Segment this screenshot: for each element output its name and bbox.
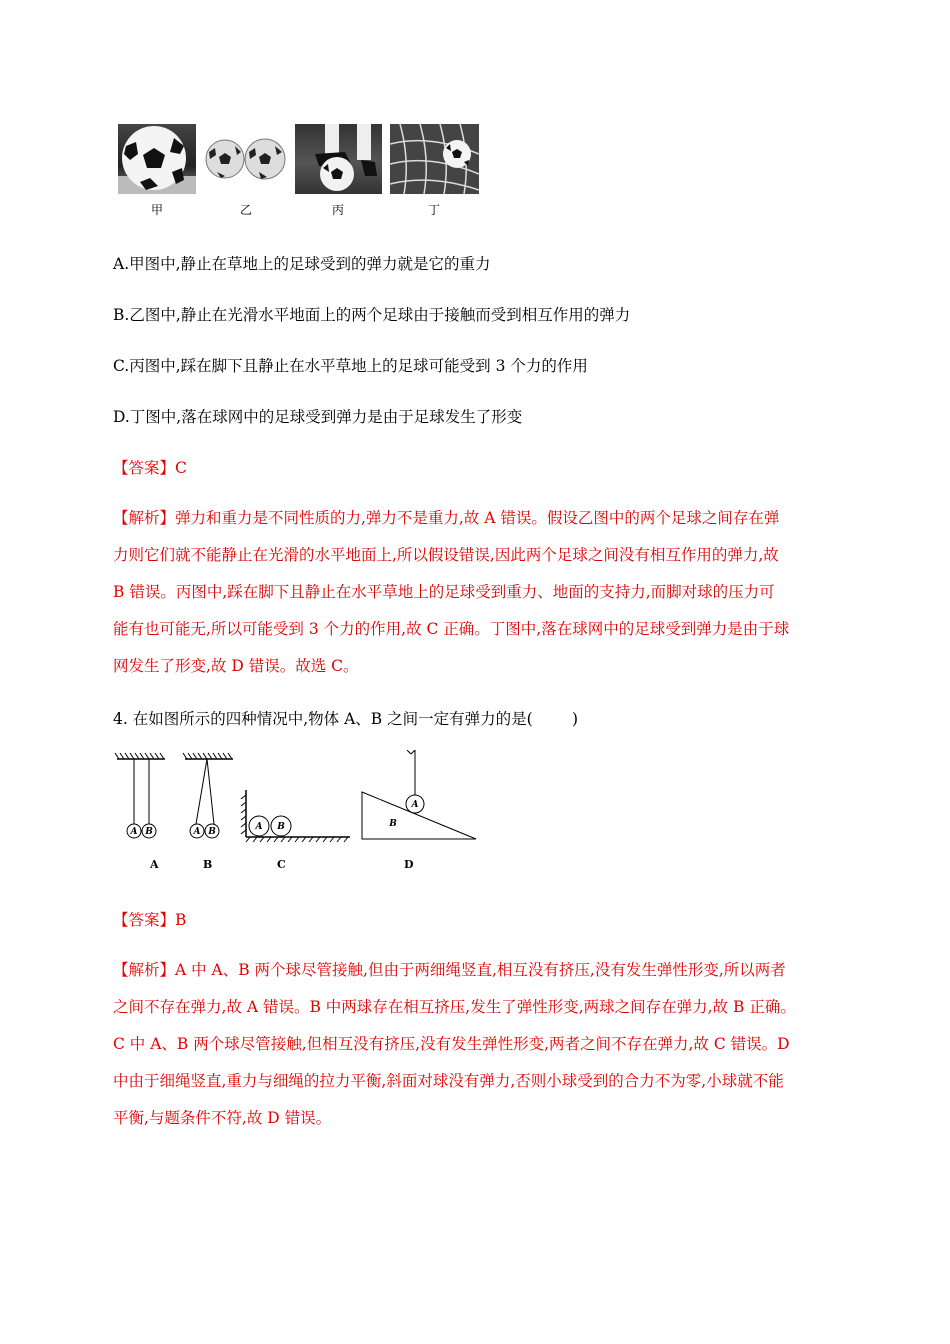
- ball-label: B: [208, 827, 216, 837]
- q4-analysis-line: 中由于细绳竖直,重力与细绳的拉力平衡,斜面对球没有弹力,否则小球受到的合力不为零,小球就不能: [113, 1072, 784, 1090]
- ball-label: A: [130, 827, 138, 837]
- photo-ding: [390, 124, 479, 194]
- q3-analysis-line: 能有也可能无,所以可能受到 3 个力的作用,故 C 正确。丁图中,落在球网中的足球受到弹力是由于球: [113, 620, 790, 638]
- q4-answer: 【答案】B: [113, 911, 187, 929]
- q4-diagram: [110, 750, 490, 850]
- diagram-label-a: A: [150, 858, 159, 871]
- diagram-label-c: C: [277, 858, 286, 871]
- caption-yi: 乙: [240, 203, 253, 217]
- option-b: B.乙图中,静止在光滑水平地面上的两个足球由于接触而受到相互作用的弹力: [113, 306, 631, 324]
- ball-label: A: [255, 822, 263, 832]
- caption-ding: 丁: [428, 203, 441, 217]
- q4-analysis-line: C 中 A、B 两个球尽管接触,但相互没有挤压,没有发生弹性形变,两者之间不存在弹力,故 C 错误。D: [113, 1035, 790, 1053]
- ball-label: A: [193, 827, 201, 837]
- q4-analysis-line: 平衡,与题条件不符,故 D 错误。: [113, 1109, 332, 1127]
- option-a: A.甲图中,静止在草地上的足球受到的弹力就是它的重力: [113, 255, 491, 273]
- incline-label: B: [389, 819, 397, 829]
- option-d: D.丁图中,落在球网中的足球受到弹力是由于足球发生了形变: [113, 408, 523, 426]
- q3-answer: 【答案】C: [113, 459, 187, 477]
- diagram-label-b: B: [203, 858, 213, 871]
- caption-bing: 丙: [332, 203, 345, 217]
- caption-jia: 甲: [151, 203, 164, 217]
- diagram-c: [241, 790, 350, 842]
- diagram-label-d: D: [404, 858, 414, 871]
- ball-label: B: [277, 822, 285, 832]
- q3-analysis-line: 【解析】弹力和重力是不同性质的力,弹力不是重力,故 A 错误。假设乙图中的两个足球之间存在弹: [113, 509, 780, 527]
- option-c: C.丙图中,踩在脚下且静止在水平草地上的足球可能受到 3 个力的作用: [113, 357, 588, 375]
- q4-analysis: [113, 952, 829, 1137]
- diagram-d: [362, 750, 476, 839]
- ball-label: A: [411, 800, 419, 810]
- q3-analysis-line: 网发生了形变,故 D 错误。故选 C。: [113, 657, 359, 675]
- q3-analysis-line: 力则它们就不能静止在光滑的水平地面上,所以假设错误,因此两个足球之间没有相互作用的弹力,故: [113, 546, 779, 564]
- q4-analysis-line: 之间不存在弹力,故 A 错误。B 中两球存在相互挤压,发生了弹性形变,两球之间存在弹力,故 B 正确。: [113, 998, 796, 1016]
- diagram-b: [183, 753, 233, 838]
- diagram-a: [115, 753, 165, 838]
- photo-yi: [203, 124, 287, 194]
- q3-analysis: [113, 500, 829, 685]
- q3-analysis-line: B 错误。丙图中,踩在脚下且静止在水平草地上的足球受到重力、地面的支持力,而脚对球的压力可: [113, 583, 775, 601]
- ball-label: B: [145, 827, 153, 837]
- photo-jia: [118, 124, 196, 194]
- photo-bing: [295, 124, 382, 194]
- q4-question: 4. 在如图所示的四种情况中,物体 A、B 之间一定有弹力的是( ): [113, 710, 579, 728]
- q4-analysis-line: 【解析】A 中 A、B 两个球尽管接触,但由于两细绳竖直,相互没有挤压,没有发生弹性形变,所以两者: [113, 961, 786, 979]
